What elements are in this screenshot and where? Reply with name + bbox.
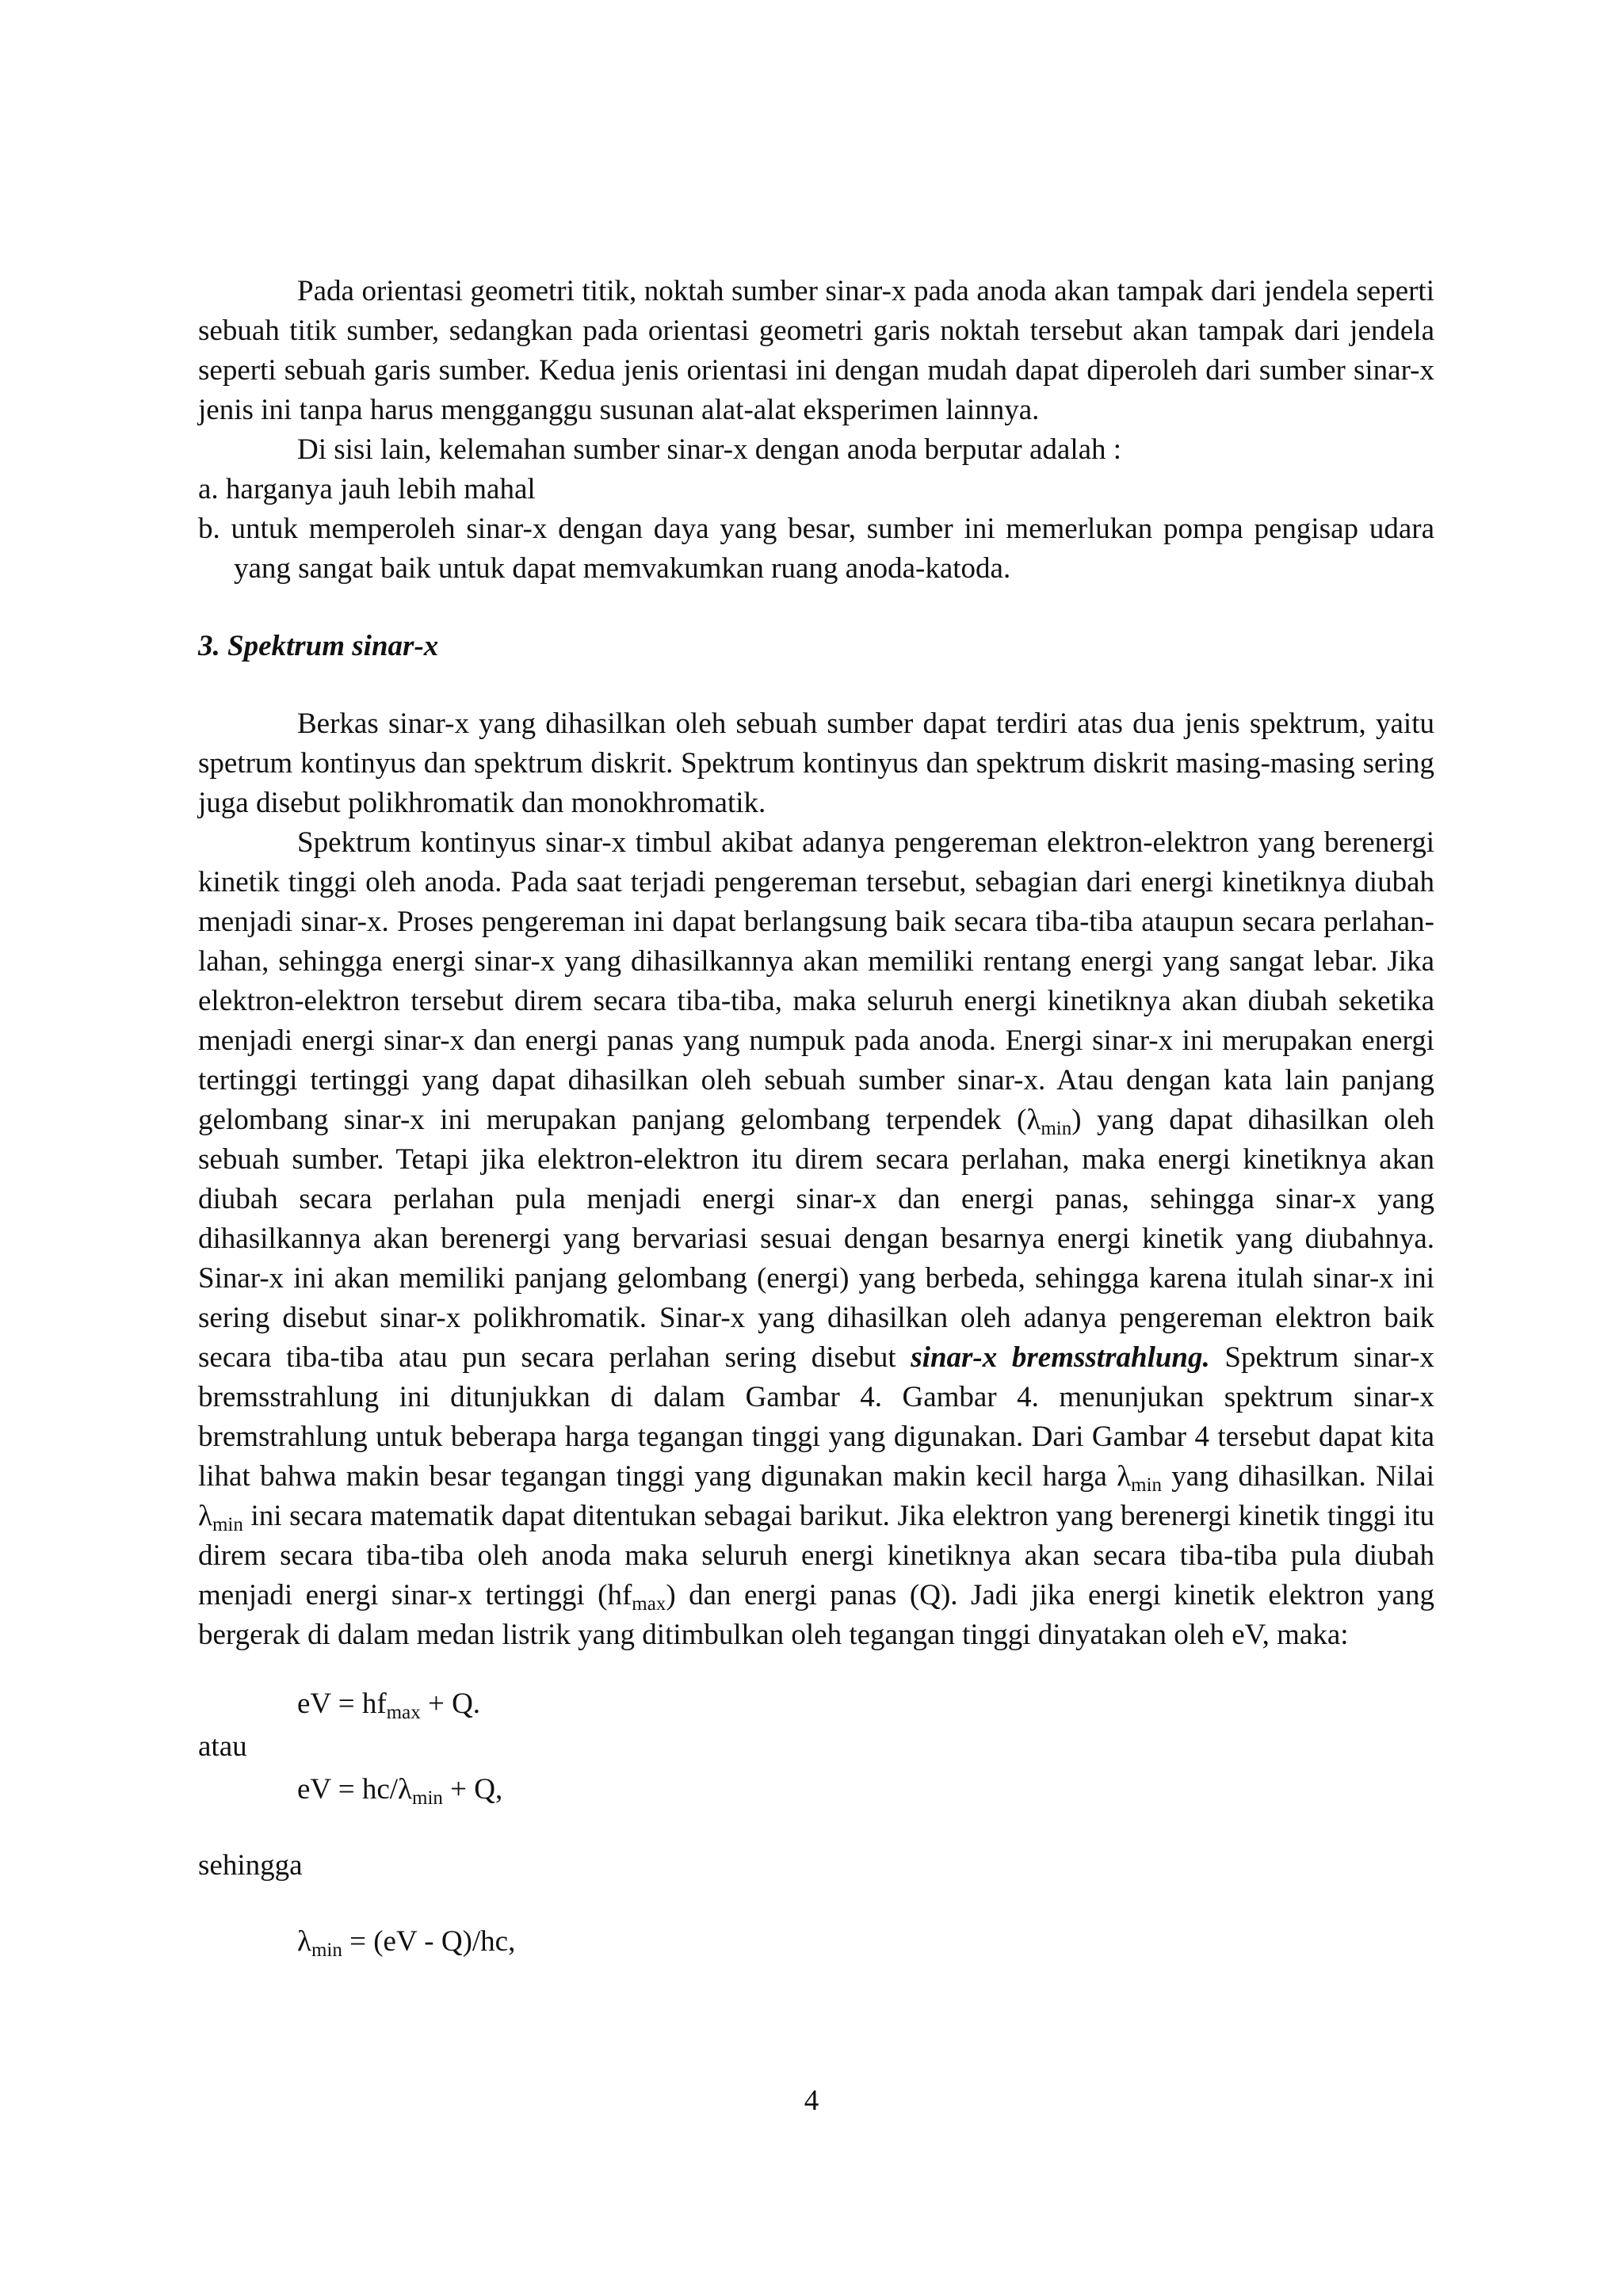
paragraph-continuous-spectrum bbox=[198, 823, 1434, 1655]
emphasis-bremsstrahlung: sinar-x bremsstrahlung. bbox=[911, 1341, 1210, 1374]
equation-text: + Q, bbox=[442, 1773, 503, 1806]
equation-text: eV = hc/ bbox=[297, 1773, 399, 1806]
text-segment: yang dihasilkan. Nilai bbox=[1162, 1460, 1434, 1493]
subscript-min: min bbox=[412, 1787, 443, 1809]
lambda-symbol: λ bbox=[398, 1773, 412, 1806]
equation-3 bbox=[198, 1920, 1434, 1963]
equation-text: eV = hf bbox=[297, 1688, 387, 1720]
subscript-min: min bbox=[1131, 1474, 1163, 1496]
paragraph-spectrum-types: Berkas sinar-x yang dihasilkan oleh sebuah sumber dapat terdiri atas dua jenis spektrum, yaitu spetrum kontinyus dan spektrum diskrit. Spektrum kontinyus dan spektrum diskrit masing-masing sering juga disebut polikhromatik dan monokhromatik. bbox=[198, 707, 1434, 819]
subscript-min: min bbox=[212, 1514, 243, 1535]
subscript-max: max bbox=[632, 1593, 666, 1615]
paragraph-disadvantages-intro: Di sisi lain, kelemahan sumber sinar-x dengan anoda berputar adalah : bbox=[297, 433, 1122, 466]
text-segment: ) dan energi panas (Q). Jadi jika energi kinetik elektron yang bergerak di dalam medan listrik yang ditimbulkan oleh tegangan tinggi dinyatakan oleh eV, maka: bbox=[198, 1579, 1434, 1651]
subscript-min: min bbox=[311, 1939, 342, 1961]
equation-text: + Q. bbox=[420, 1688, 481, 1720]
equation-1 bbox=[198, 1683, 1434, 1726]
lambda-symbol: λ bbox=[1117, 1460, 1132, 1493]
equation-2 bbox=[198, 1768, 1434, 1811]
label-sehingga: sehingga bbox=[198, 1849, 303, 1882]
paragraph-orientation: Pada orientasi geometri titik, noktah sumber sinar-x pada anoda akan tampak dari jendela seperti sebuah titik sumber, sedangkan pada orientasi geometri garis noktah tersebut akan tampak dari jendela seperti sebuah garis sumber. Kedua jenis orientasi ini dengan mudah dapat diperoleh dari sumber sinar-x jenis ini tanpa harus mengganggu susunan alat-alat eksperimen lainnya. bbox=[198, 275, 1434, 426]
lambda-symbol: λ bbox=[297, 1925, 311, 1958]
lambda-symbol: λ bbox=[198, 1500, 212, 1532]
lambda-symbol: λ bbox=[1026, 1104, 1041, 1136]
page-number: 4 bbox=[804, 2084, 819, 2117]
text-segment: ) yang dapat dihasilkan oleh sebuah sumber. Tetapi jika elektron-elektron itu direm secara perlahan, maka energi kinetiknya akan diubah secara perlahan pula menjadi energi sinar-x dan energi panas, sehingga sinar-x yang dihasilkannya akan berenergi yang bervariasi sesuai dengan besarnya energi kinetik yang diubahnya. Sinar-x ini akan memiliki panjang gelombang (energi) yang berbeda, sehingga karena itulah sinar-x ini sering disebut sinar-x polikhromatik. Sinar-x yang dihasilkan oleh adanya pengereman elektron baik secara tiba-tiba atau pun secara perlahan sering disebut bbox=[198, 1104, 1434, 1374]
equation-block bbox=[198, 1683, 1434, 1963]
subscript-min: min bbox=[1041, 1118, 1072, 1139]
list-item-a: a. harganya jauh lebih mahal bbox=[198, 473, 536, 505]
list-item-b: b. untuk memperoleh sinar-x dengan daya yang besar, sumber ini memerlukan pompa pengisap udara yang sangat baik untuk dapat memvakumkan ruang anoda-katoda. bbox=[198, 513, 1434, 585]
label-atau: atau bbox=[198, 1730, 247, 1763]
section-heading: 3. Spektrum sinar-x bbox=[198, 630, 439, 662]
text-segment: Spektrum sinar-x bremsstrahlung ini ditunjukkan di dalam Gambar 4. Gambar 4. menunjukan spektrum sinar-x bremstrahlung untuk beberapa harga tegangan tinggi yang digunakan. Dari Gambar 4 tersebut dapat kita lihat bahwa makin besar tegangan tinggi yang digunakan makin kecil harga bbox=[198, 1341, 1434, 1493]
text-segment: ini secara matematik dapat ditentukan sebagai barikut. Jika elektron yang berenergi kinetik tinggi itu direm secara tiba-tiba oleh anoda maka seluruh energi kinetiknya akan secara tiba-tiba pula diubah menjadi energi sinar-x tertinggi (hf bbox=[198, 1500, 1434, 1611]
equation-text: = (eV - Q)/hc, bbox=[342, 1925, 516, 1958]
subscript-max: max bbox=[386, 1702, 421, 1723]
document-page bbox=[198, 272, 1434, 1963]
text-segment: Spektrum kontinyus sinar-x timbul akibat adanya pengereman elektron-elektron yang berenergi kinetik tinggi oleh anoda. Pada saat terjadi pengereman tersebut, sebagian dari energi kinetiknya diubah menjadi sinar-x. Proses pengereman ini dapat berlangsung baik secara tiba-tiba ataupun secara perlahan-lahan, sehingga energi sinar-x yang dihasilkannya akan memiliki rentang energi yang sangat lebar. Jika elektron-elektron tersebut direm secara tiba-tiba, maka seluruh energi kinetiknya akan diubah seketika menjadi energi sinar-x dan energi panas yang numpuk pada anoda. Energi sinar-x ini merupakan energi tertinggi tertinggi yang dapat dihasilkan oleh sebuah sumber sinar-x. Atau dengan kata lain panjang gelombang sinar-x ini merupakan panjang gelombang terpendek ( bbox=[198, 826, 1434, 1136]
